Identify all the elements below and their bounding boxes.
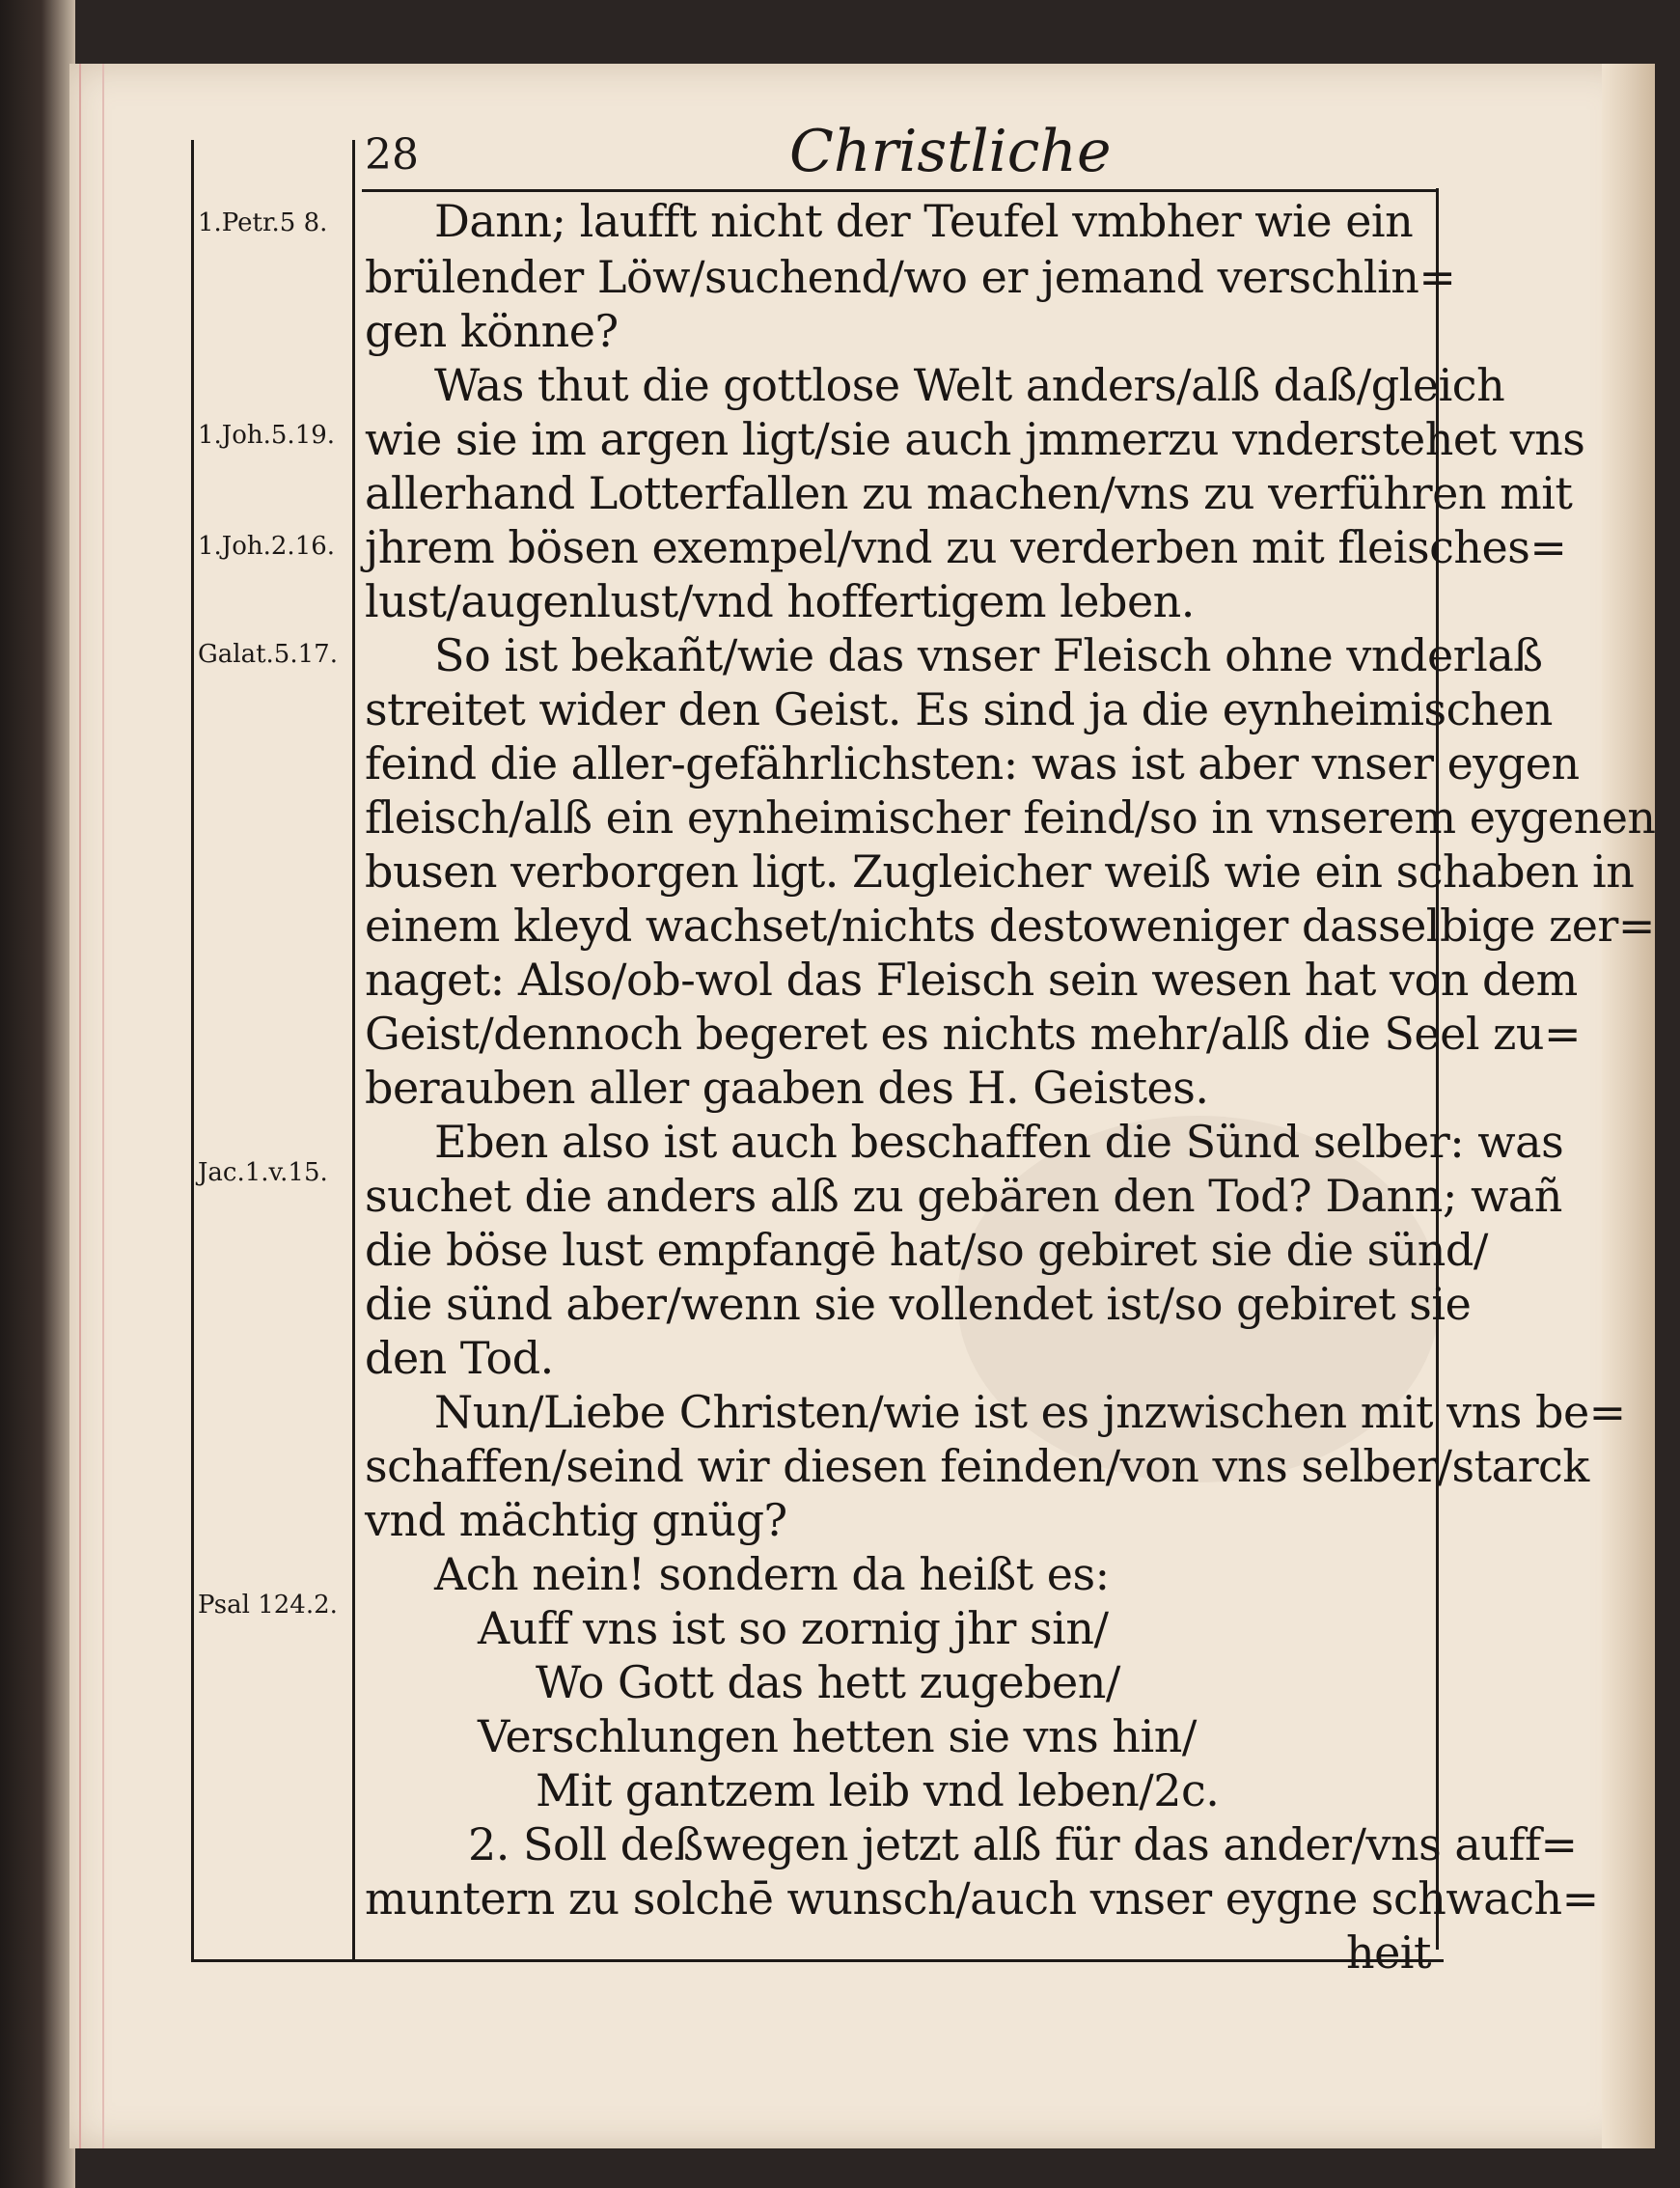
body-line: wie sie im argen ligt/sie auch jmmerzu vnderstehet vns — [365, 413, 1585, 465]
body-line: die sünd aber/wenn sie vollendet ist/so gebiret sie — [365, 1278, 1472, 1330]
body-line: Was thut die gottlose Welt anders/alß daß/gleich — [434, 359, 1505, 411]
body-line: den Tod. — [365, 1332, 554, 1384]
body-line: Nun/Liebe Christen/wie ist es jnzwischen mit vns be= — [434, 1386, 1626, 1438]
margin-note: 1.Joh.2.16. — [198, 532, 336, 561]
margin-note: 1.Petr.5 8. — [198, 208, 328, 237]
running-head: Christliche — [789, 118, 1112, 185]
verse-line: Wo Gott das hett zugeben/ — [536, 1656, 1120, 1708]
body-line: busen verborgen ligt. Zugleicher weiß wie ein schaben in — [365, 845, 1635, 898]
page-left-edge — [79, 64, 104, 2148]
verse-line: Auff vns ist so zornig jhr sin/ — [478, 1602, 1109, 1654]
header-rule — [362, 189, 1438, 192]
catchword: heit — [1345, 1926, 1431, 1979]
margin-note: Jac.1.v.15. — [198, 1158, 328, 1187]
body-line: jhrem bösen exempel/vnd zu verderben mit fleisches= — [365, 521, 1567, 573]
body-line: Ach nein! sondern da heißt es: — [434, 1548, 1110, 1600]
body-line: allerhand Lotterfallen zu machen/vns zu verführen mit — [365, 467, 1573, 519]
body-line: streitet wider den Geist. Es sind ja die eynheimischen — [365, 683, 1553, 735]
margin-note: Galat.5.17. — [198, 640, 338, 669]
body-line: berauben aller gaaben des H. Geistes. — [365, 1062, 1209, 1114]
body-line: 2. Soll deßwegen jetzt alß für das ander/vns auff= — [468, 1818, 1578, 1870]
body-line: lust/augenlust/vnd hoffertigem leben. — [365, 575, 1195, 627]
body-line: feind die aller-gefährlichsten: was ist aber vnser eygen — [365, 737, 1580, 789]
margin-note: 1.Joh.5.19. — [198, 421, 336, 450]
page-number: 28 — [365, 130, 419, 180]
verse-line: Verschlungen hetten sie vns hin/ — [478, 1710, 1197, 1762]
body-line: naget: Also/ob-wol das Fleisch sein wesen hat von dem — [365, 954, 1578, 1006]
body-line: muntern zu solchē wunsch/auch vnser eygne schwach= — [365, 1872, 1599, 1925]
body-line: suchet die anders alß zu gebären den Tod? Dann; wañ — [365, 1170, 1562, 1222]
body-line: vnd mächtig gnüg? — [365, 1494, 787, 1546]
body-line: schaffen/seind wir diesen feinden/von vns selber/starck — [365, 1440, 1589, 1492]
margin-rule — [352, 140, 355, 1959]
body-line: Dann; laufft nicht der Teufel vmbher wie ein — [434, 195, 1414, 247]
body-line: gen könne? — [365, 305, 619, 357]
body-line: die böse lust empfangē hat/so gebiret sie die sünd/ — [365, 1224, 1488, 1276]
body-line: So ist bekañt/wie das vnser Fleisch ohne vnderlaß — [434, 629, 1543, 681]
body-line: fleisch/alß ein eynheimischer feind/so in vnserem eygenen — [365, 791, 1656, 844]
body-line: Geist/dennoch begeret es nichts mehr/alß die Seel zu= — [365, 1008, 1582, 1060]
body-line: Eben also ist auch beschaffen die Sünd selber: was — [434, 1116, 1564, 1168]
page-right-edge — [1602, 64, 1655, 2148]
body-line: einem kleyd wachset/nichts destoweniger dasselbige zer= — [365, 900, 1655, 952]
verse-line: Mit gantzem leib vnd leben/2c. — [536, 1764, 1220, 1816]
body-line: brülender Löw/suchend/wo er jemand verschlin= — [365, 251, 1456, 303]
margin-note: Psal 124.2. — [198, 1591, 338, 1620]
book-spine — [0, 0, 75, 2188]
